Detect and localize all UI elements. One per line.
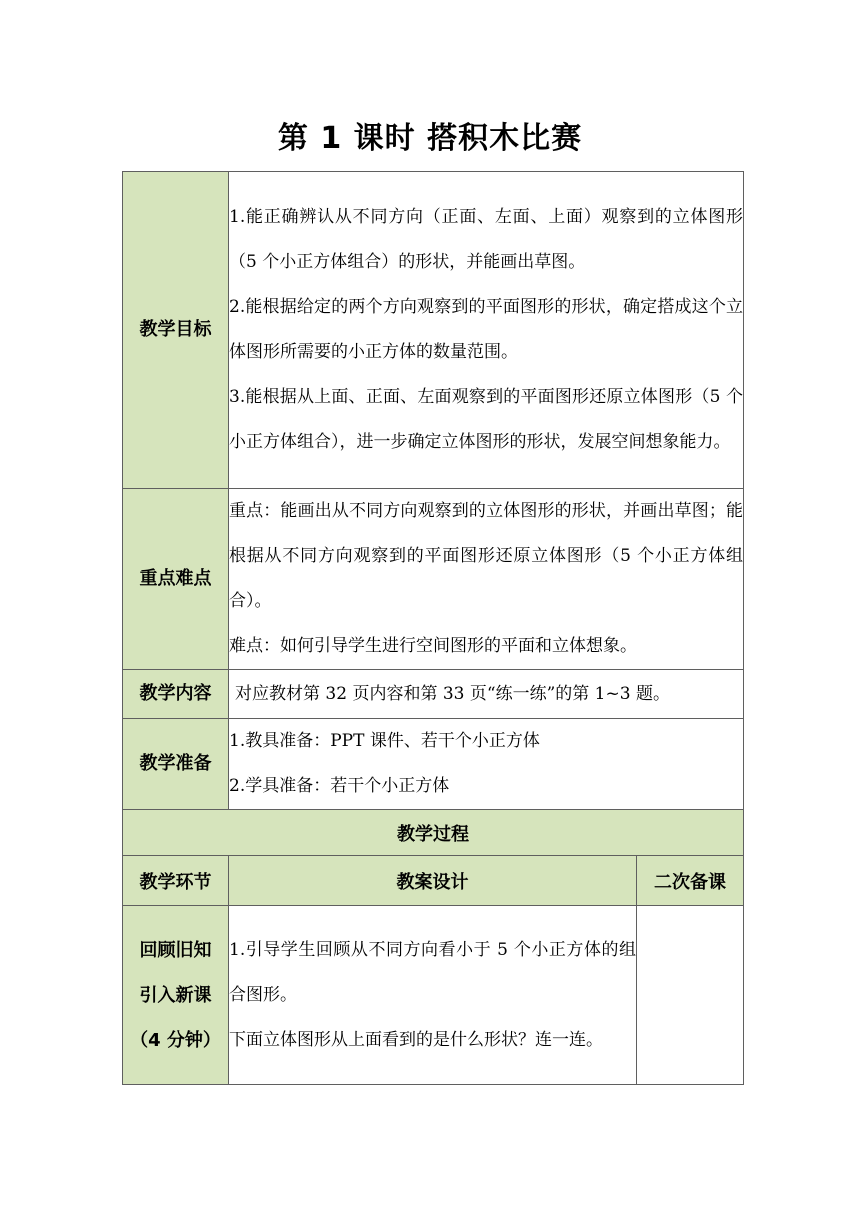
objective-item: 3.能根据从上面、正面、左面观察到的平面图形还原立体图形（5 个小正方体组合），进一步确定立体图形的形状，发展空间想象能力。 — [229, 387, 743, 452]
column-header-stage: 教学环节 — [123, 856, 229, 906]
objective-item: 1.能正确辨认从不同方向（正面、左面、上面）观察到的立体图形（5 个小正方体组合）的形状，并能画出草图。 — [229, 207, 743, 272]
preparation-label: 教学准备 — [123, 719, 229, 810]
column-header-design: 教案设计 — [229, 856, 637, 906]
stage-label-line: 引入新课 — [139, 984, 212, 1006]
stage-duration: （4 分钟） — [130, 1029, 221, 1051]
preparation-item: 2.学具准备：若干个小正方体 — [229, 776, 450, 796]
preparation-item: 1.教具准备：PPT 课件、若干个小正方体 — [229, 731, 540, 751]
key-points-label: 重点难点 — [123, 489, 229, 670]
difficulty-item: 难点：如何引导学生进行空间图形的平面和立体想象。 — [229, 636, 637, 656]
content-row — [123, 670, 744, 719]
process-header-row — [123, 810, 744, 856]
stage-label — [123, 906, 229, 1085]
objective-item: 2.能根据给定的两个方向观察到的平面图形的形状，确定搭成这个立体图形所需要的小正方体的数量范围。 — [229, 297, 743, 362]
column-header-notes: 二次备课 — [637, 856, 744, 906]
page-title: 第 1 课时 搭积木比赛 — [277, 121, 583, 156]
lesson-plan-table — [122, 171, 744, 1085]
stage-row — [123, 906, 744, 1085]
stage-label-line: 回顾旧知 — [139, 939, 212, 961]
key-points-content — [229, 489, 744, 670]
preparation-content — [229, 719, 744, 810]
objectives-row — [123, 172, 744, 489]
content-text: 对应教材第 32 页内容和第 33 页“练一练”的第 1~3 题。 — [229, 670, 744, 719]
process-header: 教学过程 — [123, 810, 744, 856]
stage-design-item: 下面立体图形从上面看到的是什么形状？连一连。 — [229, 1029, 603, 1050]
stage-design — [229, 906, 637, 1085]
key-points-row — [123, 489, 744, 670]
preparation-row — [123, 719, 744, 810]
key-point-item: 重点：能画出从不同方向观察到的立体图形的形状，并画出草图；能根据从不同方向观察到的平面图形还原立体图形（5 个小正方体组合）。 — [229, 501, 743, 611]
stage-notes — [637, 906, 744, 1085]
process-columns-row — [123, 856, 744, 906]
stage-design-item: 1.引导学生回顾从不同方向看小于 5 个小正方体的组合图形。 — [229, 939, 636, 1005]
objectives-content — [229, 172, 744, 489]
content-label: 教学内容 — [123, 670, 229, 719]
objectives-label: 教学目标 — [123, 172, 229, 489]
